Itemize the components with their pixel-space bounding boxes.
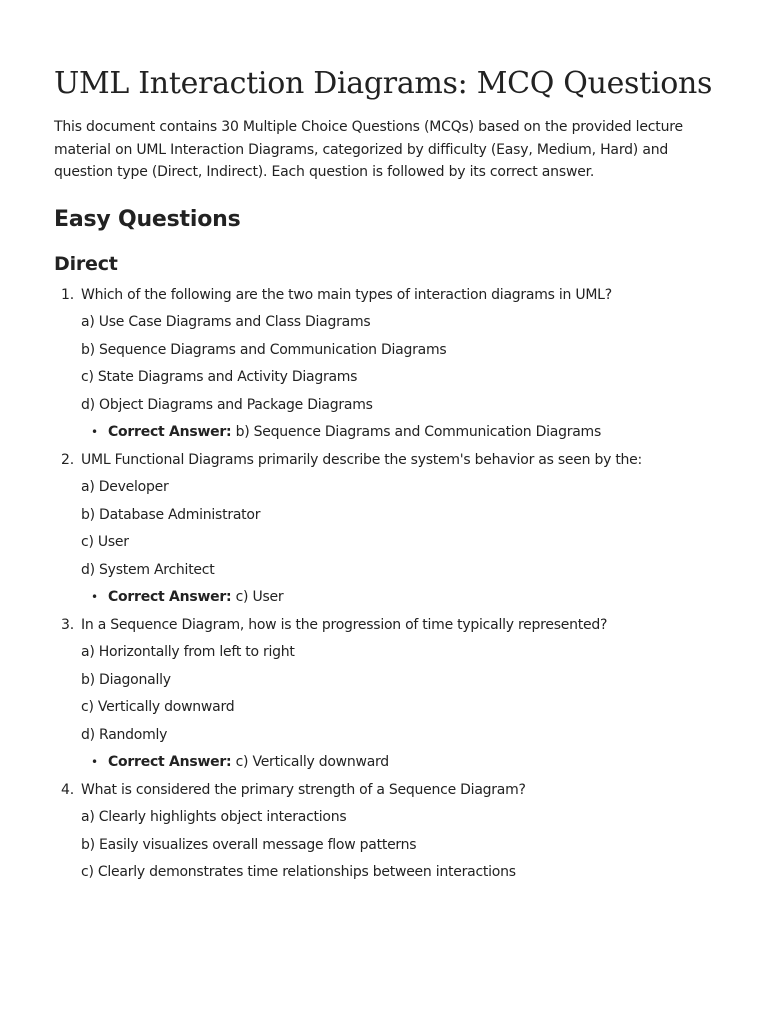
answer-text: b) Sequence Diagrams and Communication Diagrams <box>235 424 601 440</box>
question-text: In a Sequence Diagram, how is the progression of time typically represented? <box>81 616 608 633</box>
bullet-icon: • <box>91 425 98 439</box>
option-b: b) Database Administrator <box>81 506 261 523</box>
answer-label: Correct Answer: <box>108 754 232 770</box>
subsection-heading-direct: Direct <box>54 252 118 275</box>
bullet-icon: • <box>91 590 98 604</box>
option-d: d) System Architect <box>81 561 215 578</box>
question-number: 4. <box>61 781 74 798</box>
answer-text: c) Vertically downward <box>235 754 389 770</box>
question-text: What is considered the primary strength of a Sequence Diagram? <box>81 781 526 798</box>
option-b: b) Sequence Diagrams and Communication Diagrams <box>81 341 447 358</box>
option-a: a) Horizontally from left to right <box>81 644 295 660</box>
question-number: 3. <box>61 616 74 633</box>
option-d: d) Randomly <box>81 726 168 743</box>
option-c: c) Clearly demonstrates time relationships between interactions <box>81 864 516 880</box>
option-a: a) Clearly highlights object interactions <box>81 809 347 825</box>
question-item <box>54 282 728 447</box>
option-c: c) State Diagrams and Activity Diagrams <box>81 369 358 385</box>
option-d: d) Object Diagrams and Package Diagrams <box>81 396 373 413</box>
document-title: UML Interaction Diagrams: MCQ Questions <box>54 66 713 101</box>
question-list <box>54 282 728 887</box>
option-c: c) User <box>81 534 129 550</box>
correct-answer <box>81 419 728 447</box>
bullet-icon: • <box>91 755 98 769</box>
correct-answer <box>81 749 728 777</box>
question-text: UML Functional Diagrams primarily describe the system's behavior as seen by the: <box>81 451 643 468</box>
option-b: b) Easily visualizes overall message flow patterns <box>81 836 417 853</box>
answer-label: Correct Answer: <box>108 589 232 605</box>
section-heading-easy: Easy Questions <box>54 206 241 232</box>
correct-answer <box>81 584 728 612</box>
question-item <box>54 777 728 887</box>
question-text: Which of the following are the two main types of interaction diagrams in UML? <box>81 286 612 303</box>
question-number: 1. <box>61 286 74 303</box>
question-item <box>54 447 728 612</box>
option-a: a) Developer <box>81 479 169 495</box>
answer-text: c) User <box>235 589 284 605</box>
intro-paragraph: This document contains 30 Multiple Choice Questions (MCQs) based on the provided lecture material on UML Interaction Diagrams, categorized by difficulty (Easy, Medium, Hard) and question type (Direct, Indirect). Each question is followed by its correct answer. <box>54 119 683 180</box>
answer-label: Correct Answer: <box>108 424 232 440</box>
question-item <box>54 612 728 777</box>
option-c: c) Vertically downward <box>81 699 235 715</box>
question-number: 2. <box>61 451 74 468</box>
option-a: a) Use Case Diagrams and Class Diagrams <box>81 314 371 330</box>
option-b: b) Diagonally <box>81 671 171 688</box>
